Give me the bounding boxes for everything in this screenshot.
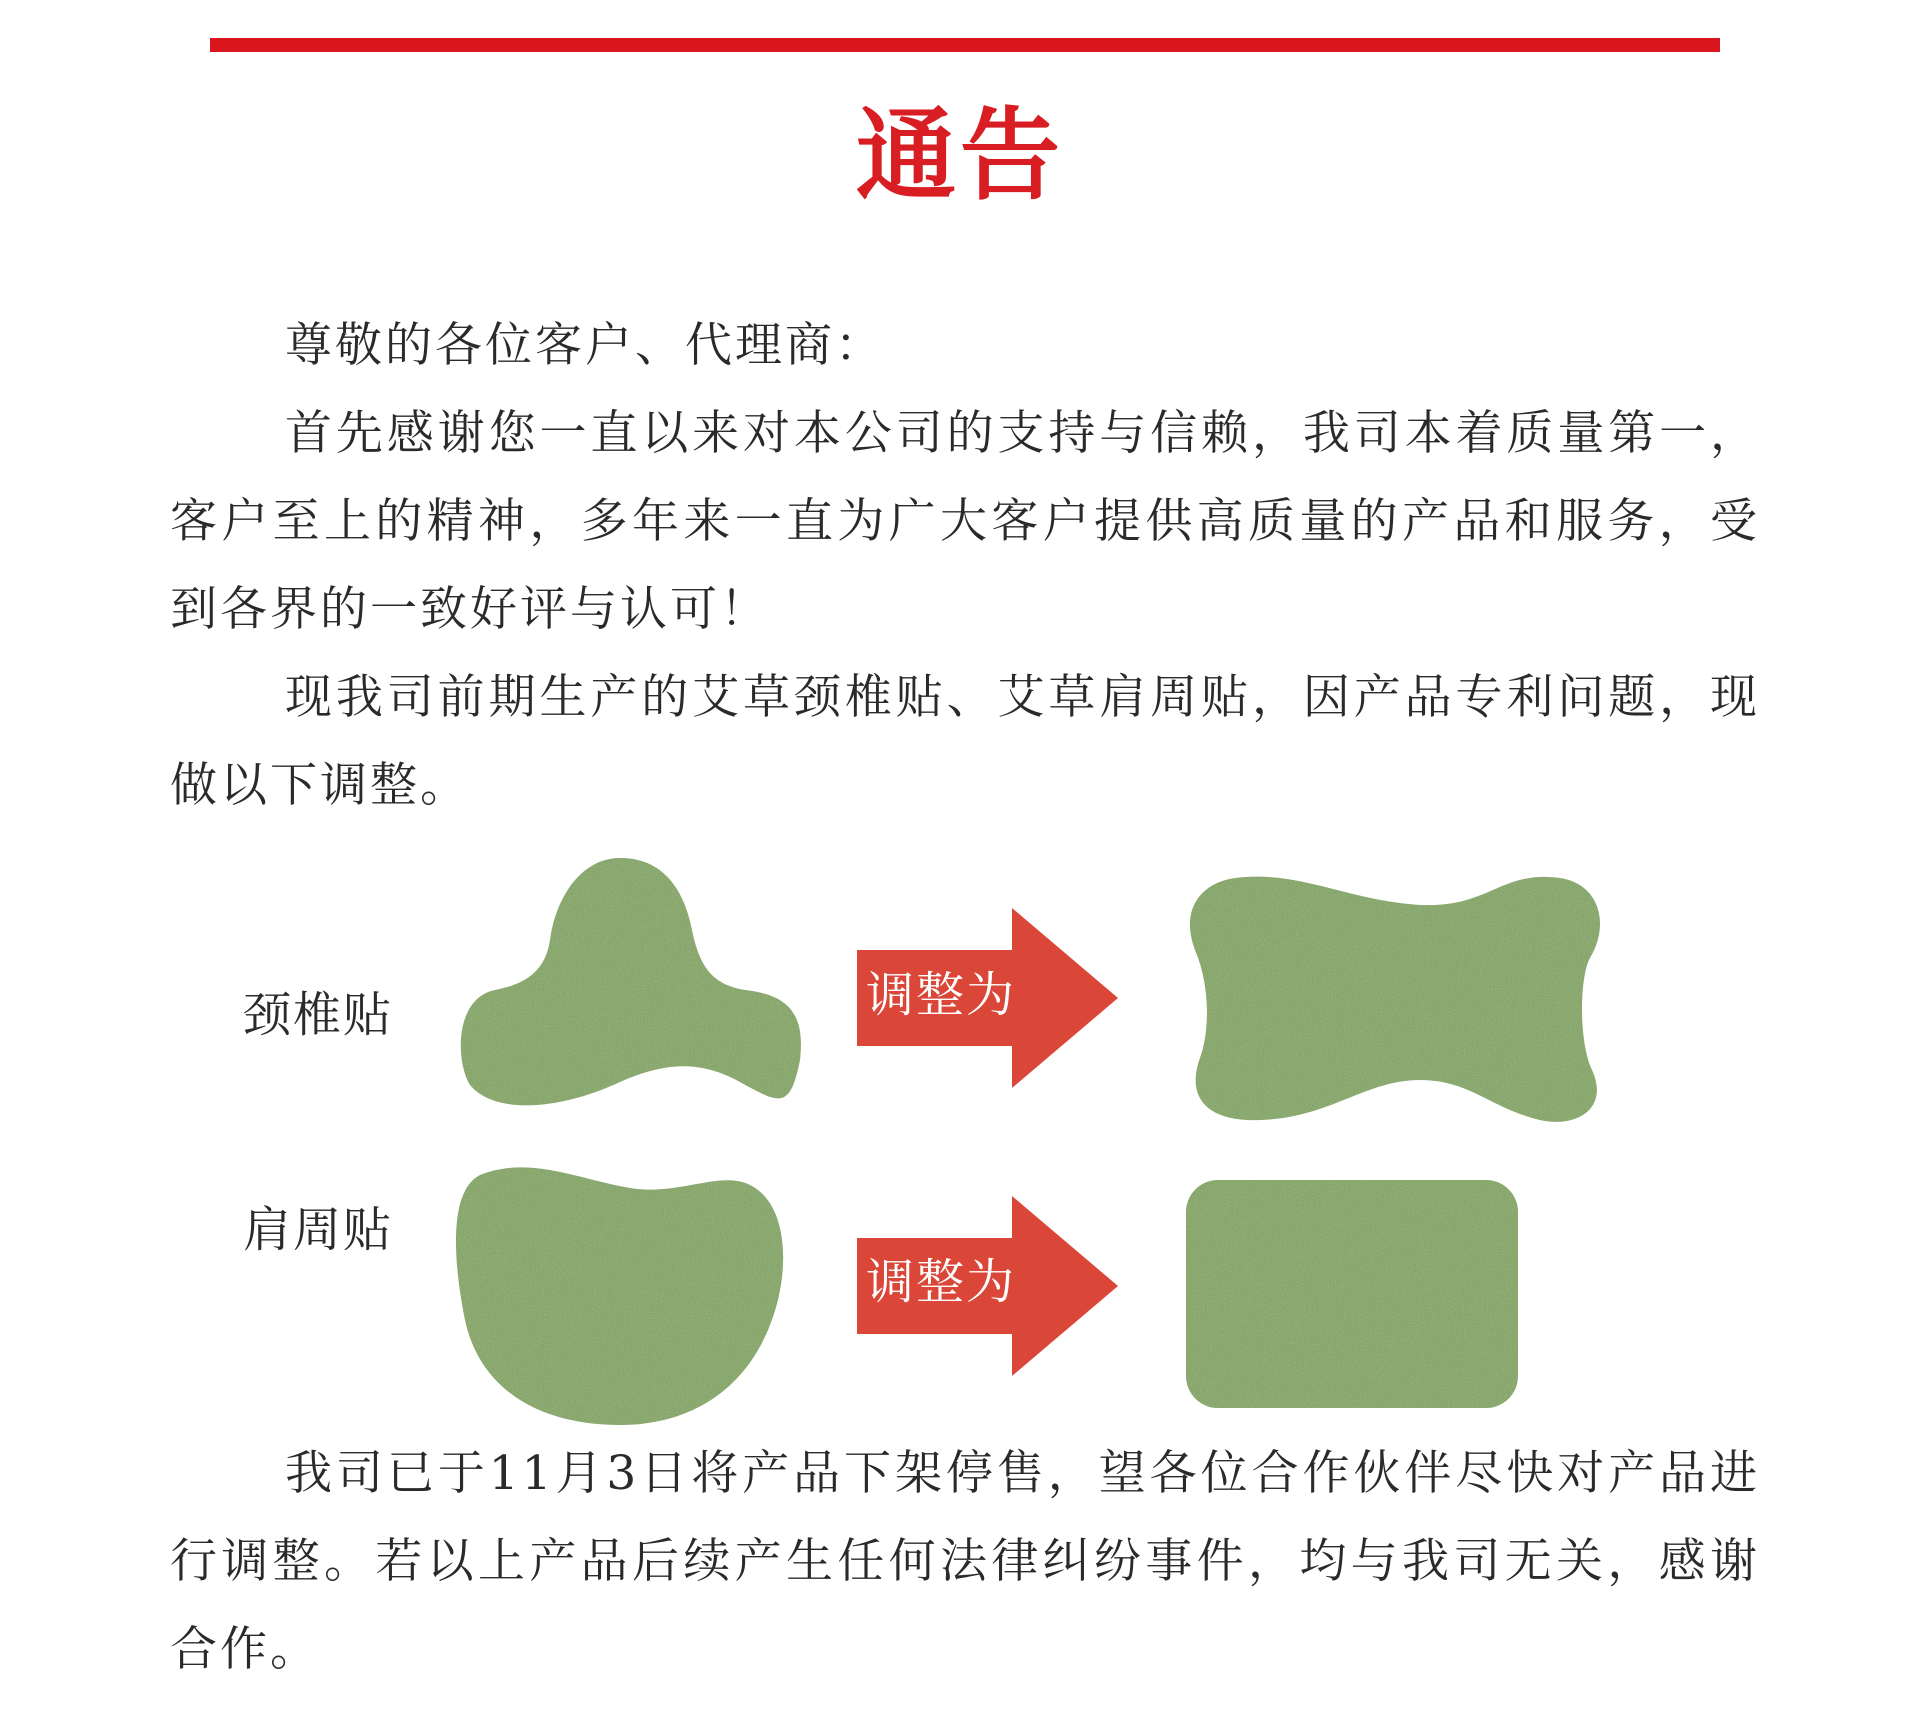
thanks-paragraph: 首先感谢您一直以来对本公司的支持与信赖，我司本着质量第一，客户至上的精神，多年来一直为广大客户提供高质量的产品和服务，受到各界的一致好评与认可！ [170, 406, 1760, 637]
adjust-arrow-label-2: 调整为 [866, 1254, 1017, 1310]
shoulder-patch-label: 肩周贴 [243, 1202, 394, 1258]
adjust-arrow-label-1: 调整为 [866, 967, 1017, 1023]
new-shoulder-patch [1186, 1180, 1518, 1408]
old-neck-patch [461, 858, 801, 1105]
neck-patch-label: 颈椎贴 [243, 987, 394, 1043]
closing-paragraph: 我司已于11月3日将产品下架停售，望各位合作伙伴尽快对产品进行调整。若以上产品后续产生任何法律纠纷事件，均与我司无关，感谢合作。 [170, 1446, 1760, 1677]
old-shoulder-patch [456, 1167, 783, 1425]
new-neck-patch [1190, 877, 1600, 1122]
greeting-paragraph: 尊敬的各位客户、代理商： [285, 318, 885, 373]
issue-paragraph: 现我司前期生产的艾草颈椎贴、艾草肩周贴，因产品专利问题，现做以下调整。 [170, 670, 1760, 813]
notice-title: 通告 [856, 96, 1064, 214]
